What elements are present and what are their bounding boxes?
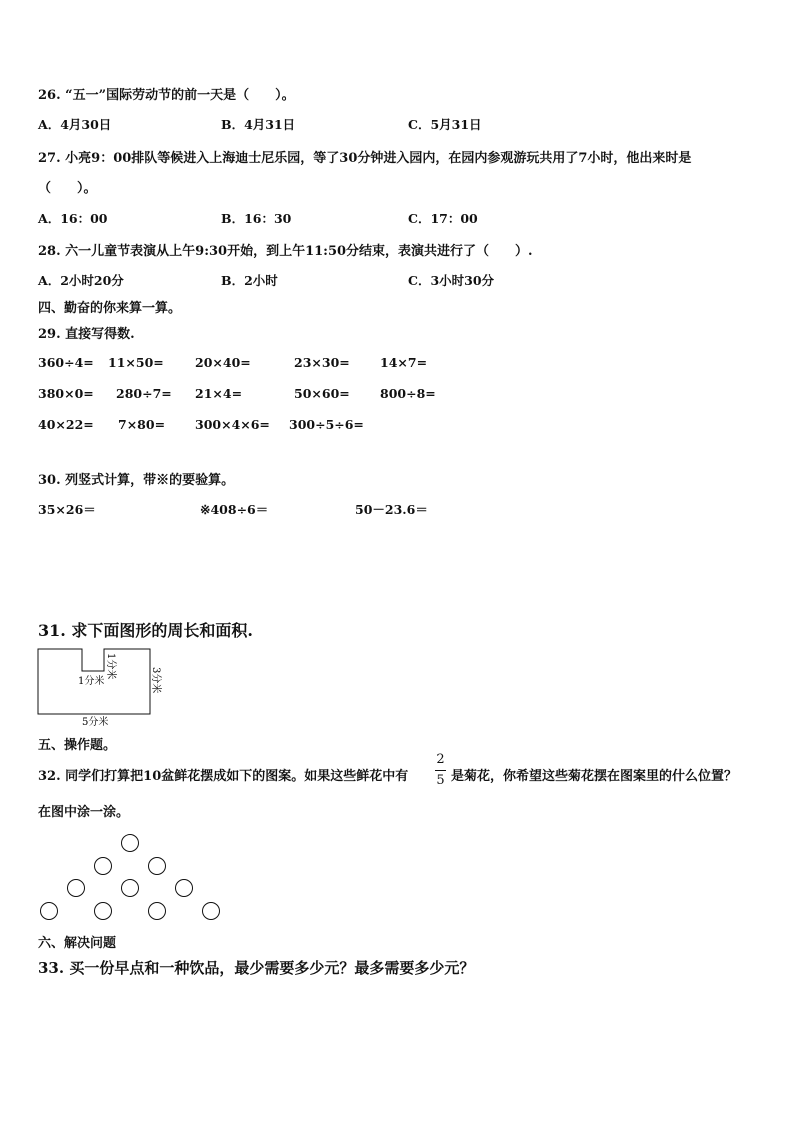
q29-stem: 29. 直接写得数. [38, 327, 135, 342]
q30-stem: 30. 列竖式计算，带※的要验算。 [38, 473, 235, 488]
flower-circle[interactable] [149, 903, 166, 920]
q29-item: 280÷7= [116, 386, 172, 401]
q29-item: 360÷4= [38, 355, 94, 370]
q28-option-b: B．2小时 [221, 273, 278, 288]
flower-circle[interactable] [176, 880, 193, 897]
q26-stem: 26. “五一”国际劳动节的前一天是（ ）。 [38, 88, 295, 103]
flower-circle[interactable] [122, 835, 139, 852]
flower-circle[interactable] [203, 903, 220, 920]
q29-item: 800÷8= [380, 386, 436, 401]
q26-option-c: C．5月31日 [408, 117, 482, 132]
q33-stem: 33. 买一份早点和一种饮品，最少需要多少元？最多需要多少元？ [38, 959, 475, 977]
q32-stem-after: 是菊花，你希望这些菊花摆在图案里的什么位置？ [451, 769, 738, 784]
fraction-denominator: 5 [436, 773, 445, 788]
q29-item: 7×80= [118, 417, 166, 432]
q30-item: ※408÷6＝ [200, 502, 269, 517]
q29-item: 50×60= [294, 386, 350, 401]
section-6-heading: 六、解决问题 [38, 936, 117, 951]
q32-stem: 32. 同学们打算把10盆鲜花摆成如下的图案。如果这些鲜花中有 [38, 769, 409, 784]
flower-circle[interactable] [95, 858, 112, 875]
section-4-heading: 四、勤奋的你来算一算。 [38, 301, 182, 316]
q29-item: 380×0= [38, 386, 94, 401]
q26-option-a: A．4月30日 [38, 117, 112, 132]
q27-stem-continued: （ ）。 [38, 181, 97, 196]
q31-figure [30, 640, 180, 730]
flower-circle[interactable] [95, 903, 112, 920]
label-height: 3分米 [150, 667, 161, 694]
q31-stem: 31. 求下面图形的周长和面积. [38, 621, 253, 640]
q29-item: 23×30= [294, 355, 350, 370]
q29-item: 40×22= [38, 417, 94, 432]
q30-item: 50－23.6＝ [355, 502, 428, 517]
q27-stem: 27. 小亮9：00排队等候进入上海迪士尼乐园，等了30分钟进入园内，在园内参观游玩共用了7小时，他出来时是 [38, 151, 692, 166]
q29-item: 21×4= [195, 386, 243, 401]
q27-option-b: B．16：30 [221, 211, 292, 226]
flower-circle[interactable] [122, 880, 139, 897]
section-5-heading: 五、操作题。 [38, 738, 117, 753]
flower-pattern[interactable] [30, 828, 230, 924]
q28-stem: 28. 六一儿童节表演从上午9:30开始，到上午11:50分结束，表演共进行了（ ）. [38, 244, 533, 259]
fraction-two-fifths [434, 752, 447, 794]
label-width: 5分米 [82, 717, 109, 728]
q29-item: 14×7= [380, 355, 428, 370]
label-notch-depth: 1分米 [105, 653, 116, 680]
q29-item: 20×40= [195, 355, 251, 370]
q32-stem-continued: 在图中涂一涂。 [38, 805, 130, 820]
q28-option-c: C．3小时30分 [408, 273, 495, 288]
q26-option-b: B．4月31日 [221, 117, 296, 132]
flower-circle[interactable] [41, 903, 58, 920]
q27-option-a: A．16：00 [38, 211, 108, 226]
fraction-bar [435, 770, 446, 771]
q29-item: 300÷5÷6= [289, 417, 364, 432]
flower-circle[interactable] [149, 858, 166, 875]
fraction-numerator: 2 [436, 752, 445, 767]
q27-option-c: C．17：00 [408, 211, 478, 226]
q28-option-a: A．2小时20分 [38, 273, 124, 288]
q29-item: 300×4×6= [195, 417, 270, 432]
label-notch-width: 1分米 [78, 676, 105, 687]
q29-item: 11×50= [108, 355, 164, 370]
q30-item: 35×26＝ [38, 502, 96, 517]
flower-circle[interactable] [68, 880, 85, 897]
